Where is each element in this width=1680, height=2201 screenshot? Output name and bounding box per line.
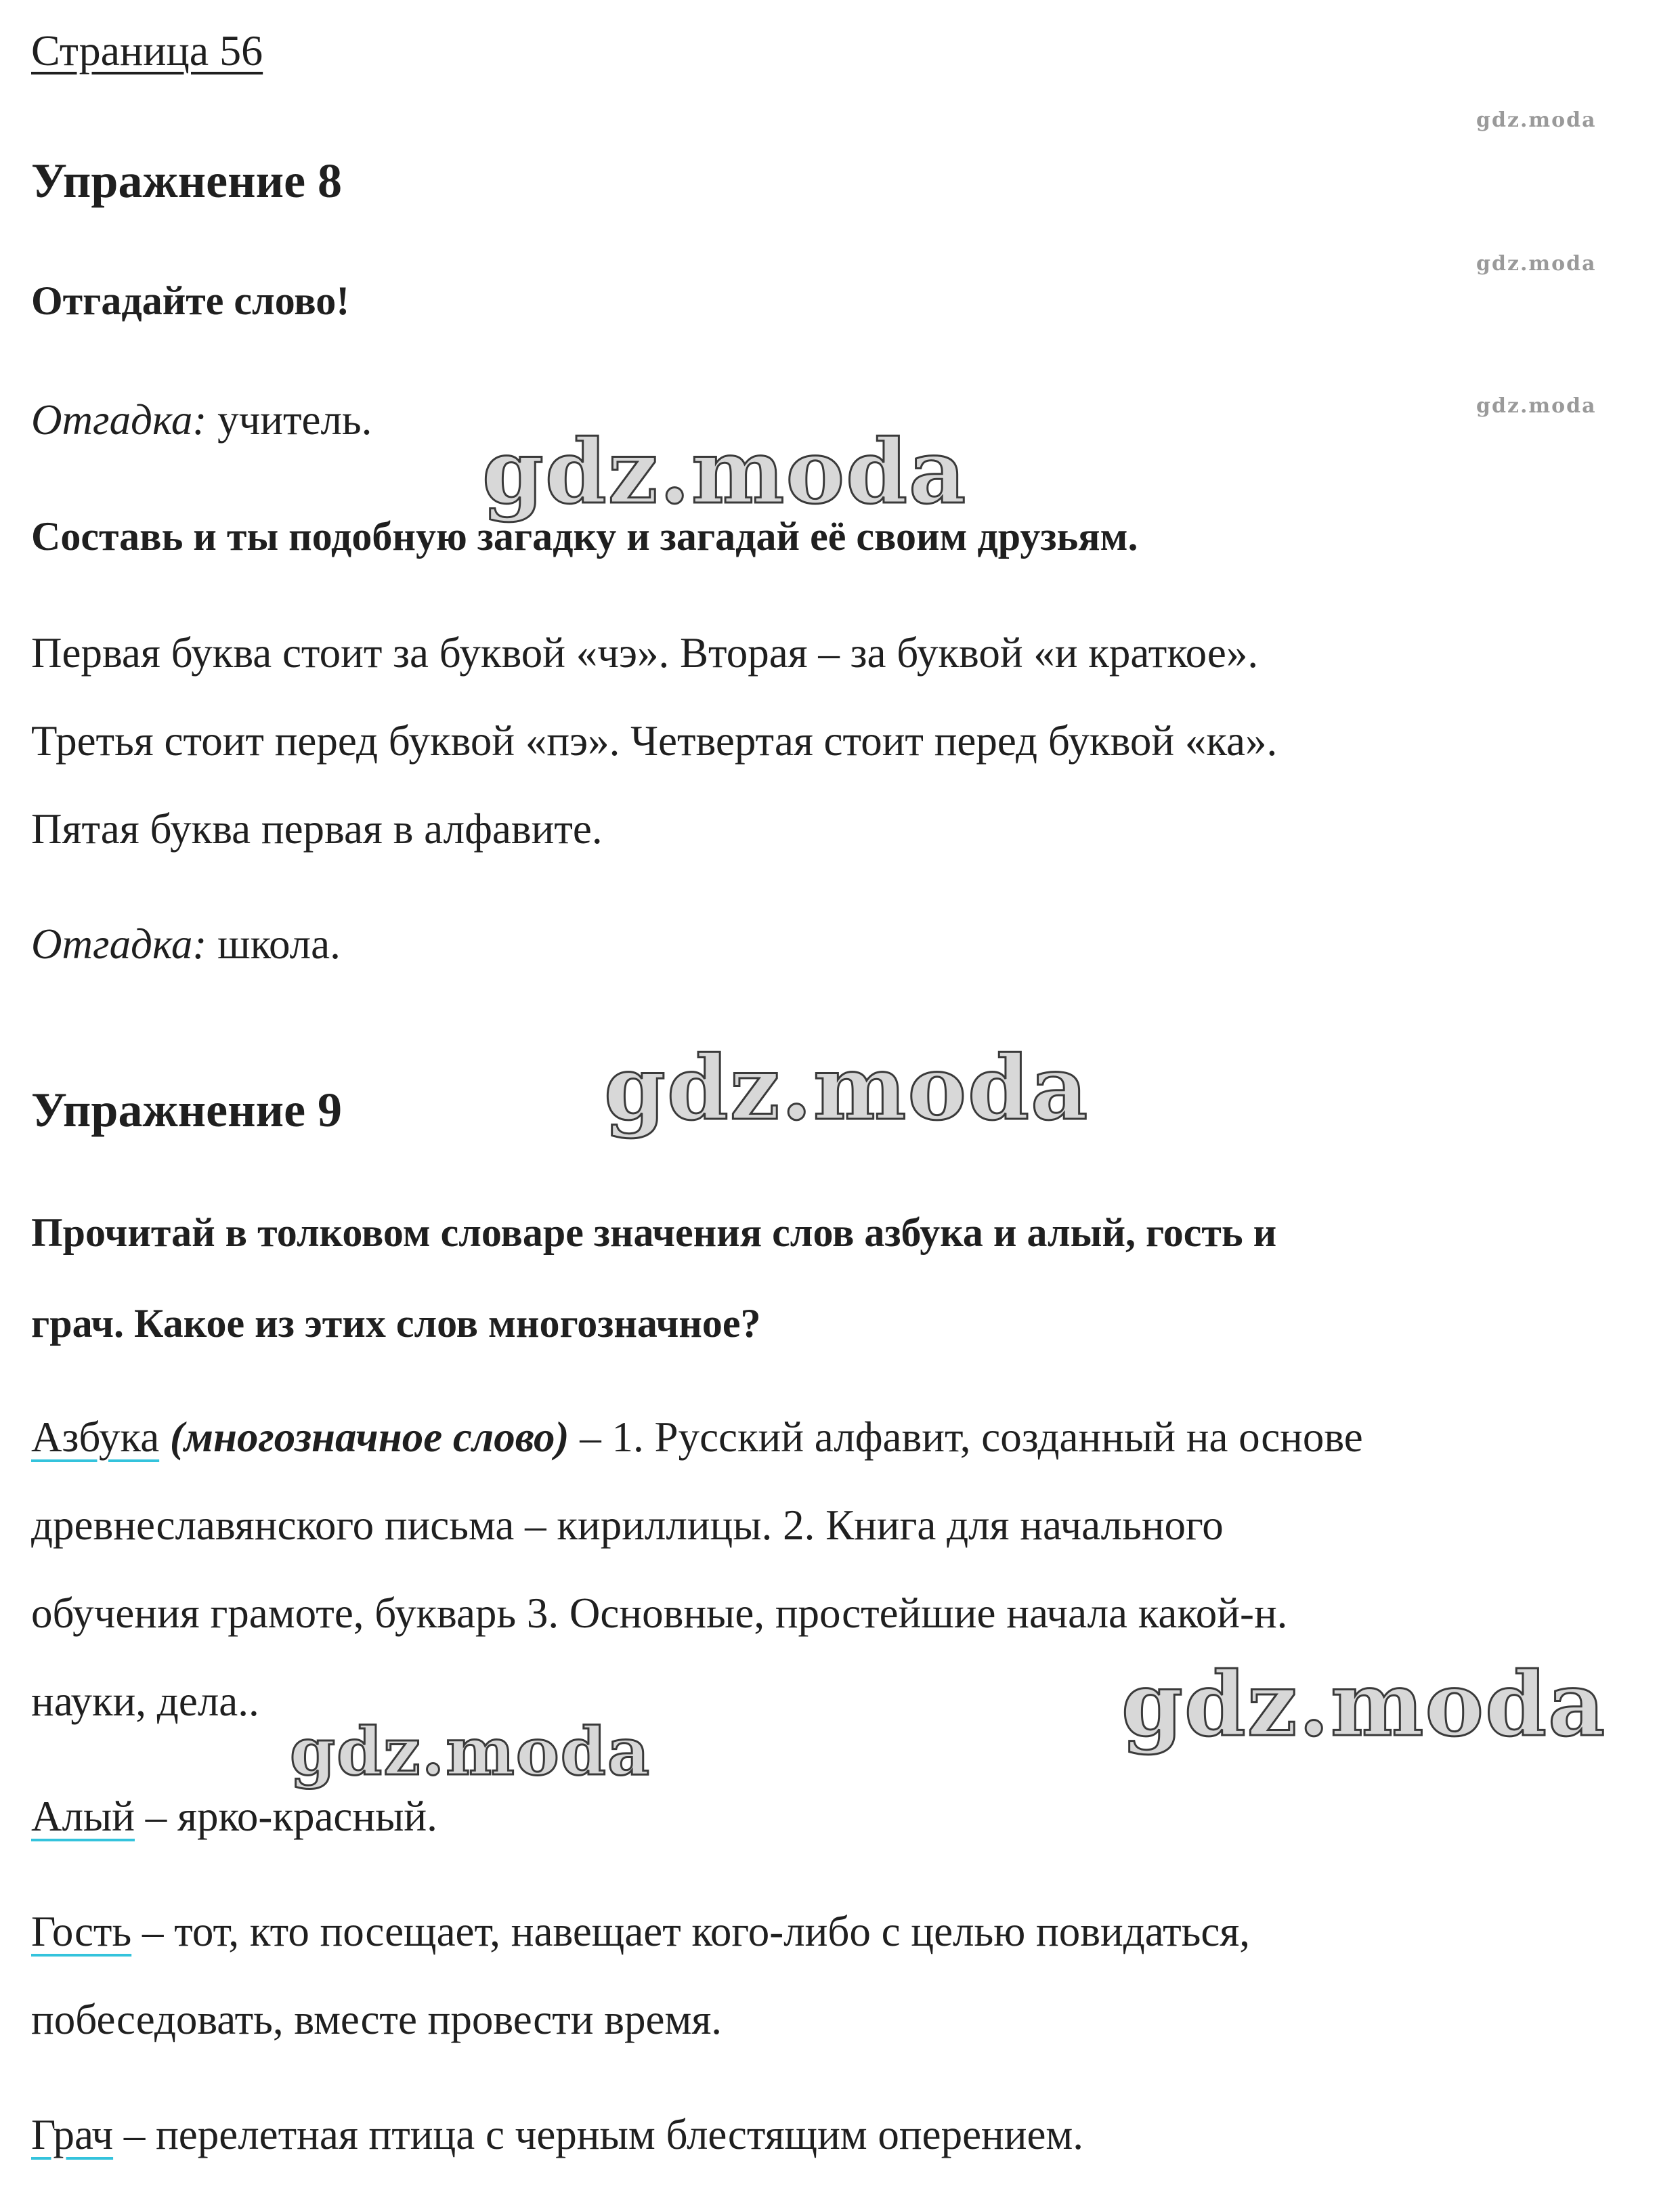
definition-azbuka-line-3: обучения грамоте, букварь 3. Основные, простейшие начала какой-н. bbox=[31, 1589, 1288, 1637]
exercise-9-task-line-1: Прочитай в толковом словаре значения слов азбука и алый, гость и bbox=[31, 1210, 1277, 1255]
watermark-large-3: gdz.moda bbox=[1121, 1652, 1607, 1756]
definition-text: – перелетная птица с черным блестящим оперением. bbox=[113, 2111, 1084, 2158]
definition-grach bbox=[31, 2110, 1083, 2160]
exercise-8-answer-1 bbox=[31, 396, 372, 445]
answer-text: школа. bbox=[207, 920, 341, 968]
term-aly: Алый bbox=[31, 1793, 135, 1840]
definition-aly bbox=[31, 1792, 437, 1841]
exercise-9-task-line-2: грач. Какое из этих слов многозначное? bbox=[31, 1301, 761, 1346]
watermark-small-1: gdz.moda bbox=[1476, 108, 1597, 132]
exercise-8-title: Упражнение 8 bbox=[31, 154, 343, 208]
watermark-small-2: gdz.moda bbox=[1476, 252, 1597, 276]
watermark-medium-1: gdz.moda bbox=[290, 1713, 651, 1790]
definition-gost-line-2: побеседовать, вместе провести время. bbox=[31, 1996, 723, 2043]
riddle-line-3: Пятая буква первая в алфавите. bbox=[31, 805, 603, 853]
page-label: Страница 56 bbox=[31, 26, 263, 74]
exercise-8-task-1: Отгадайте слово! bbox=[31, 278, 350, 323]
term-note: (многозначное слово) bbox=[169, 1413, 569, 1461]
exercise-8-answer-2 bbox=[31, 920, 341, 969]
definition-gost-line-1 bbox=[31, 1907, 1250, 1957]
watermark-large-2: gdz.moda bbox=[604, 1036, 1090, 1140]
exercise-8-task-2: Составь и ты подобную загадку и загадай её своим друзьям. bbox=[31, 514, 1138, 559]
definition-text: – 1. Русский алфавит, созданный на основе bbox=[569, 1413, 1363, 1461]
term-azbuka: Азбука bbox=[31, 1413, 160, 1461]
riddle-line-2: Третья стоит перед буквой «пэ». Четвертая стоит перед буквой «ка». bbox=[31, 717, 1278, 765]
answer-text: учитель. bbox=[207, 396, 372, 444]
watermark-small-3: gdz.moda bbox=[1476, 394, 1597, 418]
answer-label: Отгадка: bbox=[31, 920, 207, 968]
answer-label: Отгадка: bbox=[31, 396, 207, 444]
definition-azbuka-line-4: науки, дела.. bbox=[31, 1678, 259, 1725]
riddle-line-1: Первая буква стоит за буквой «чэ». Вторая – за буквой «и краткое». bbox=[31, 629, 1259, 677]
term-grach: Грач bbox=[31, 2111, 114, 2158]
watermark-large-1: gdz.moda bbox=[482, 420, 968, 523]
definition-azbuka-line-1 bbox=[31, 1413, 1363, 1462]
definition-text: – тот, кто посещает, навещает кого-либо с целью повидаться, bbox=[131, 1908, 1251, 1955]
exercise-9-title: Упражнение 9 bbox=[31, 1083, 343, 1137]
term-gost: Гость bbox=[31, 1908, 132, 1955]
definition-text: – ярко-красный. bbox=[134, 1793, 437, 1840]
definition-azbuka-line-2: древнеславянского письма – кириллицы. 2. Книга для начального bbox=[31, 1501, 1224, 1549]
